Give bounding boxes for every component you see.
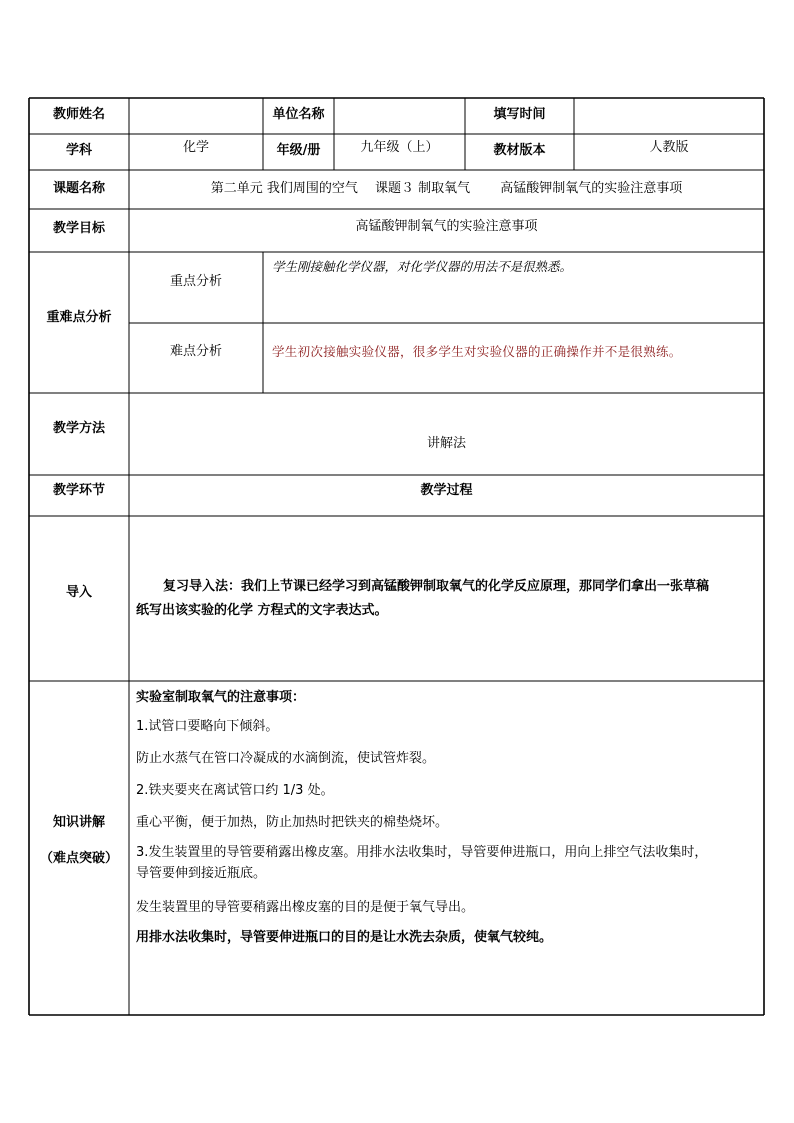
teacher-name-label: 教师姓名 (52, 107, 105, 122)
knowledge-item-3-reason-2: 用排水法收集时，导管要伸进瓶口的目的是让水洗去杂质，使氧气较纯。 (136, 930, 553, 945)
knowledge-item-1-reason: 防止水蒸气在管口冷凝成的水滴倒流，使试管炸裂。 (136, 751, 436, 766)
subject-label: 学科 (65, 143, 92, 158)
key-point-text: 学生刚接触化学仪器，对化学仪器的用法不是很熟悉。 (272, 259, 573, 274)
knowledge-item-2-reason: 重心平衡，便于加热，防止加热时把铁夹的棉垫烧坏。 (136, 815, 449, 830)
topic-label: 课题名称 (52, 181, 105, 196)
grade-label: 年级/册 (276, 143, 321, 158)
difficult-point-label: 难点分析 (169, 344, 222, 359)
knowledge-item-3-line-1: 3.发生装置里的导管要稍露出橡皮塞。用排水法收集时，导管要伸进瓶口，用向上排空气法收集时， (136, 845, 708, 860)
unit-name-label: 单位名称 (272, 107, 325, 122)
knowledge-item-3-reason-1: 发生装置里的导管要稍露出橡皮塞的目的是便于氧气导出。 (136, 900, 475, 915)
intro-line-2: 纸写出该实验的化学 方程式的文字表达式。 (136, 603, 388, 618)
key-point-label: 重点分析 (169, 274, 222, 289)
knowledge-title: 实验室制取氧气的注意事项： (136, 690, 306, 705)
process-header: 教学过程 (420, 483, 473, 498)
grade-value: 九年级（上） (360, 140, 439, 155)
goal-value: 高锰酸钾制氧气的实验注意事项 (355, 219, 538, 234)
edition-label: 教材版本 (493, 143, 546, 158)
subject-value: 化学 (182, 140, 209, 155)
difficult-point-text: 学生初次接触实验仪器，很多学生对实验仪器的正确操作并不是很熟练。 (272, 344, 682, 359)
goal-label: 教学目标 (52, 221, 105, 236)
fill-date-label: 填写时间 (493, 107, 546, 122)
knowledge-item-3-line-2: 导管要伸到接近瓶底。 (136, 866, 267, 881)
knowledge-item-2: 2.铁夹要夹在离试管口约 1/3 处。 (136, 783, 334, 798)
method-label: 教学方法 (52, 421, 105, 436)
analysis-label: 重难点分析 (46, 310, 112, 325)
process-step-label: 教学环节 (52, 483, 105, 498)
topic-value: 第二单元 我们周围的空气 课题３ 制取氧气 高锰酸钾制氧气的实验注意事项 (210, 181, 683, 196)
method-value: 讲解法 (426, 436, 466, 451)
edition-value: 人教版 (649, 140, 689, 155)
intro-label: 导入 (65, 585, 92, 600)
intro-line-1: 复习导入法：我们上节课已经学习到高锰酸钾制取氧气的化学反应原理，那同学们拿出一张草稿 (163, 579, 710, 594)
knowledge-item-1: 1.试管口要略向下倾斜。 (136, 719, 279, 734)
knowledge-label: 知识讲解 (52, 815, 105, 830)
knowledge-sublabel: （难点突破） (39, 851, 118, 866)
